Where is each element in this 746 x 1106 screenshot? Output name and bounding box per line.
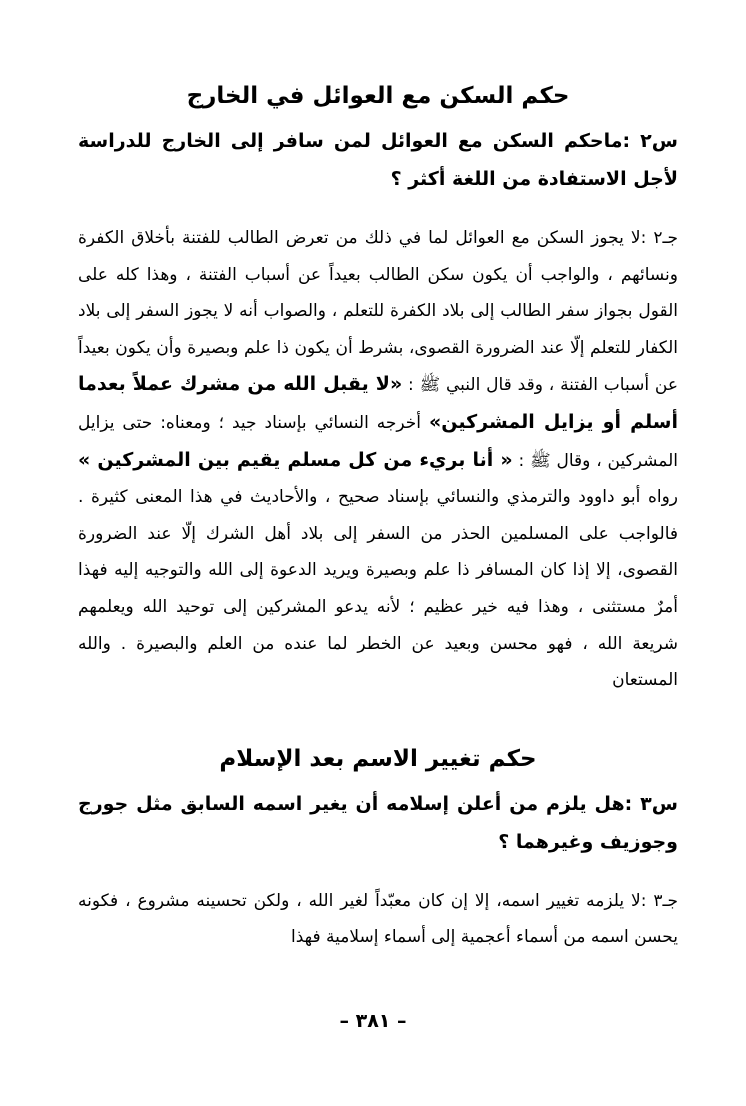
hadith-2: « أنا بريء من كل مسلم يقيم بين المشركين » [78,448,513,471]
question-2: س٢ :ماحكم السكن مع العوائل لمن سافر إلى الخارج للدراسة لأجل الاستفادة من اللغة أكثر ؟ [78,130,678,190]
answer-2-part2: أخرجه النسائي بإسناد جيد ؛ ومعناه: حتى يزايل المشركين ، وقال ﷺ : [78,412,678,471]
hadith-1: «لا يقبل الله من مشرك عملاً بعدما أسلم أو يزايل المشركين» [78,373,678,433]
page-number: – ٣٨١ – [339,1010,407,1032]
answer-2-part3: رواه أبو داوود والترمذي والنسائي بإسناد صحيح ، والأحاديث في هذا المعنى كثيرة . فالواجب على المسلمين الحذر من السفر إلى بلاد أهل الشرك إلّا عند الضرورة القصوى، إلا إذا كان المسافر ذا علم وبصيرة ويريد الدعوة إلى الله والتوجيه إليه فهذا أمرٌ مستثنى ، وهذا فيه خير عظيم ؛ لأنه يدعو المشركين إلى توحيد الله ويعلمهم شريعة الله ، فهو محسن وبعيد عن الخطر لما عنده من العلم والبصيرة . والله المستعان [78,487,678,691]
answer-2-part1: جـ٢ :لا يجوز السكن مع العوائل لما في ذلك من تعرض الطالب للفتنة بأخلاق الكفرة ونسائهم ، والواجب أن يكون سكن الطالب بعيداً عن أسباب الفتنة ، وهذا كله على القول بجواز سفر الطالب إلى بلاد الكفرة للتعلم ، والصواب أنه لا يجوز السفر إلى بلاد الكفار للتعلم إلّا عند الضرورة القصوى، بشرط أن يكون ذا علم وبصيرة وأن يكون بعيداً عن أسباب الفتنة ، وقد قال النبي ﷺ : [78,228,678,396]
question-3: س٣ :هل يلزم من أعلن إسلامه أن يغير اسمه السابق مثل جورج وجوزيف وغيرهما ؟ [78,792,678,853]
answer-3: جـ٣ :لا يلزمه تغيير اسمه، إلا إن كان معبّداً لغير الله ، ولكن تحسينه مشروع ، فكونه يحسن اسمه من أسماء أعجمية إلى أسماء إسلامية فهذا [78,890,678,948]
section1-title: حكم السكن مع العوائل في الخارج [186,83,570,109]
document-page [78,70,678,956]
answer-2 [78,220,678,699]
section2-title: حكم تغيير الاسم بعد الإسلام [219,745,537,772]
